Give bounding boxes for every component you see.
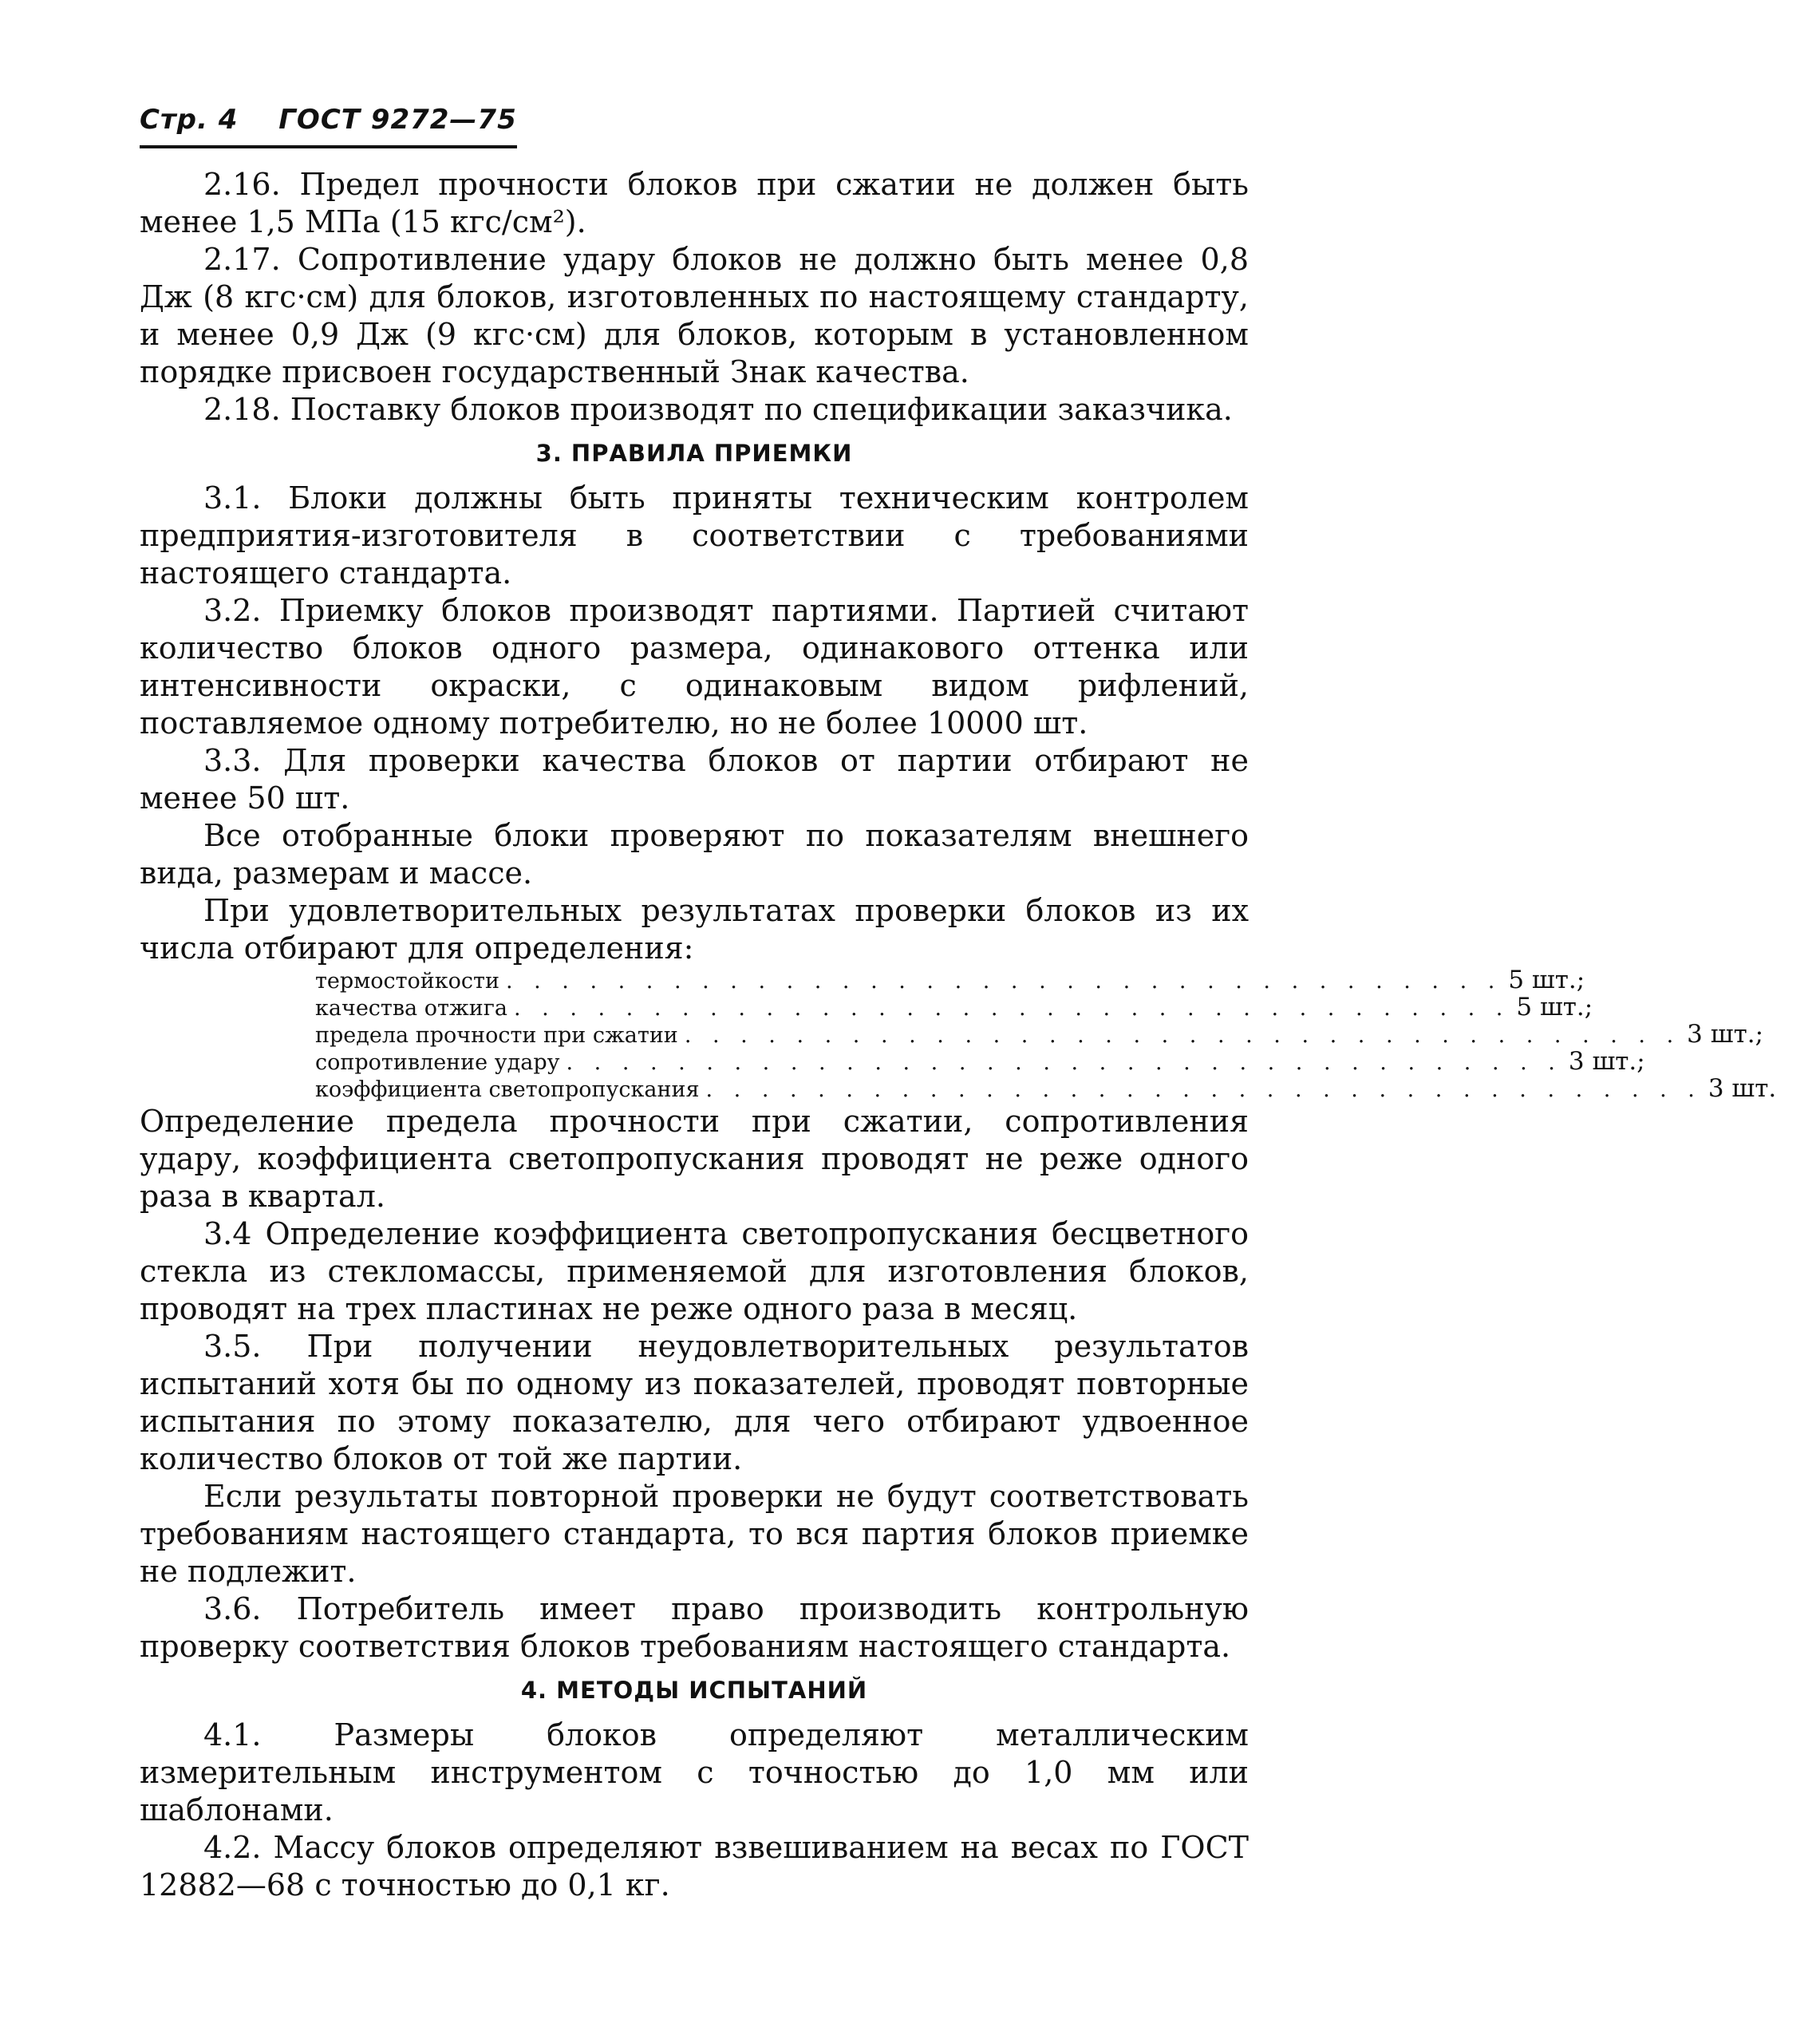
list-item-qty: 3 шт.; [1568,1047,1645,1076]
list-item-name: сопротивление удару [315,1050,560,1075]
sample-list [315,966,1777,1103]
clause-3-3: 3.3. Для проверки качества блоков от партии отбирают не менее 50 шт. [140,743,1249,816]
leader-dots: . . . . . . . . . . . . . . . . . . . . . . . . . . . . . . . . . . . . [705,1077,1702,1102]
list-item [315,966,1585,994]
clause-4-2: 4.2. Массу блоков определяют взвешиванием на весах по ГОСТ 12882—68 с точностью до 0,1 кг. [140,1830,1249,1903]
leader-dots: . . . . . . . . . . . . . . . . . . . . . . . . . . . . . . . . . . . . [684,1023,1681,1048]
list-item-name: предела прочности при сжатии [315,1023,678,1048]
list-item-name: качества отжига [315,996,508,1021]
section-3-title: 3. ПРАВИЛА ПРИЕМКИ [535,440,853,467]
clause-3-6: 3.6. Потребитель имеет право производить контрольную проверку соответствия блоков требованиям настоящего стандарта. [140,1591,1249,1664]
leader-dots: . . . . . . . . . . . . . . . . . . . . . . . . . . . . . . . . . . . . [566,1050,1562,1075]
list-item-qty: 5 шт.; [1508,966,1585,994]
clause-3-4: 3.4 Определение коэффициента светопропускания бесцветного стекла из стекломассы, применяемой для изготовления блоков, проводят на трех пластинах не реже одного раза в месяц. [140,1216,1249,1326]
list-item-name: коэффициента светопропускания [315,1077,700,1102]
clause-2-18: 2.18. Поставку блоков производят по спецификации заказчика. [203,392,1233,427]
standard-number: ГОСТ 9272—75 [278,104,517,136]
list-item-qty: 3 шт. [1707,1074,1777,1103]
clause-3-3-selection: При удовлетворительных результатах проверки блоков из их числа отбирают для определения: [140,893,1249,966]
clause-2-17: 2.17. Сопротивление удару блоков не должно быть менее 0,8 Дж (8 кгс·см) для блоков, изготовленных по настоящему стандарту, и менее 0,9 Дж (9 кгс·см) для блоков, которым в установленном порядке присвоен государственный Знак качества. [140,242,1249,389]
document-page [140,104,1777,1904]
clause-3-5-retest: Если результаты повторной проверки не будут соответствовать требованиям настоящего стандарта, то вся партия блоков приемке не подлежит. [140,1479,1249,1589]
leader-dots: . . . . . . . . . . . . . . . . . . . . . . . . . . . . . . . . . . . . [505,969,1502,994]
clause-3-5: 3.5. При получении неудовлетворительных результатов испытаний хотя бы по одному из показателей, проводят повторные испытания по этому показателю, для чего отбирают удвоенное количество блоков от той же партии. [140,1329,1249,1476]
page-header [140,104,517,148]
list-item-qty: 3 шт.; [1687,1020,1764,1049]
list-item [315,1020,1764,1049]
clause-3-2: 3.2. Приемку блоков производят партиями. Партией считают количество блоков одного размера, одинакового оттенка или интенсивности окраски, с одинаковым видом рифлений, поставляемое одному потребителю, но не более 10000 шт. [140,593,1249,741]
list-item-qty: 5 шт.; [1516,993,1593,1021]
list-item [315,993,1593,1021]
list-item [315,1074,1777,1103]
list-item-name: термостойкости [315,969,499,994]
list-item [315,1047,1645,1076]
clause-3-3-inspection: Все отобранные блоки проверяют по показателям внешнего вида, размерам и массе. [140,818,1249,891]
section-4-title: 4. МЕТОДЫ ИСПЫТАНИЙ [520,1677,868,1704]
page-number: Стр. 4 [140,104,239,136]
clause-4-1: 4.1. Размеры блоков определяют металлическим измерительным инструментом с точностью до 1,0 мм или шаблонами. [140,1717,1249,1827]
clause-3-1: 3.1. Блоки должны быть приняты техническим контролем предприятия-изготовителя в соответствии с требованиями настоящего стандарта. [140,480,1249,591]
clause-3-3-frequency: Определение предела прочности при сжатии, сопротивления удару, коэффициента светопропускания проводят не реже одного раза в квартал. [140,1104,1249,1214]
leader-dots: . . . . . . . . . . . . . . . . . . . . . . . . . . . . . . . . . . . . [514,996,1510,1021]
clause-2-16: 2.16. Предел прочности блоков при сжатии не должен быть менее 1,5 МПа (15 кгс/см²). [140,167,1249,239]
